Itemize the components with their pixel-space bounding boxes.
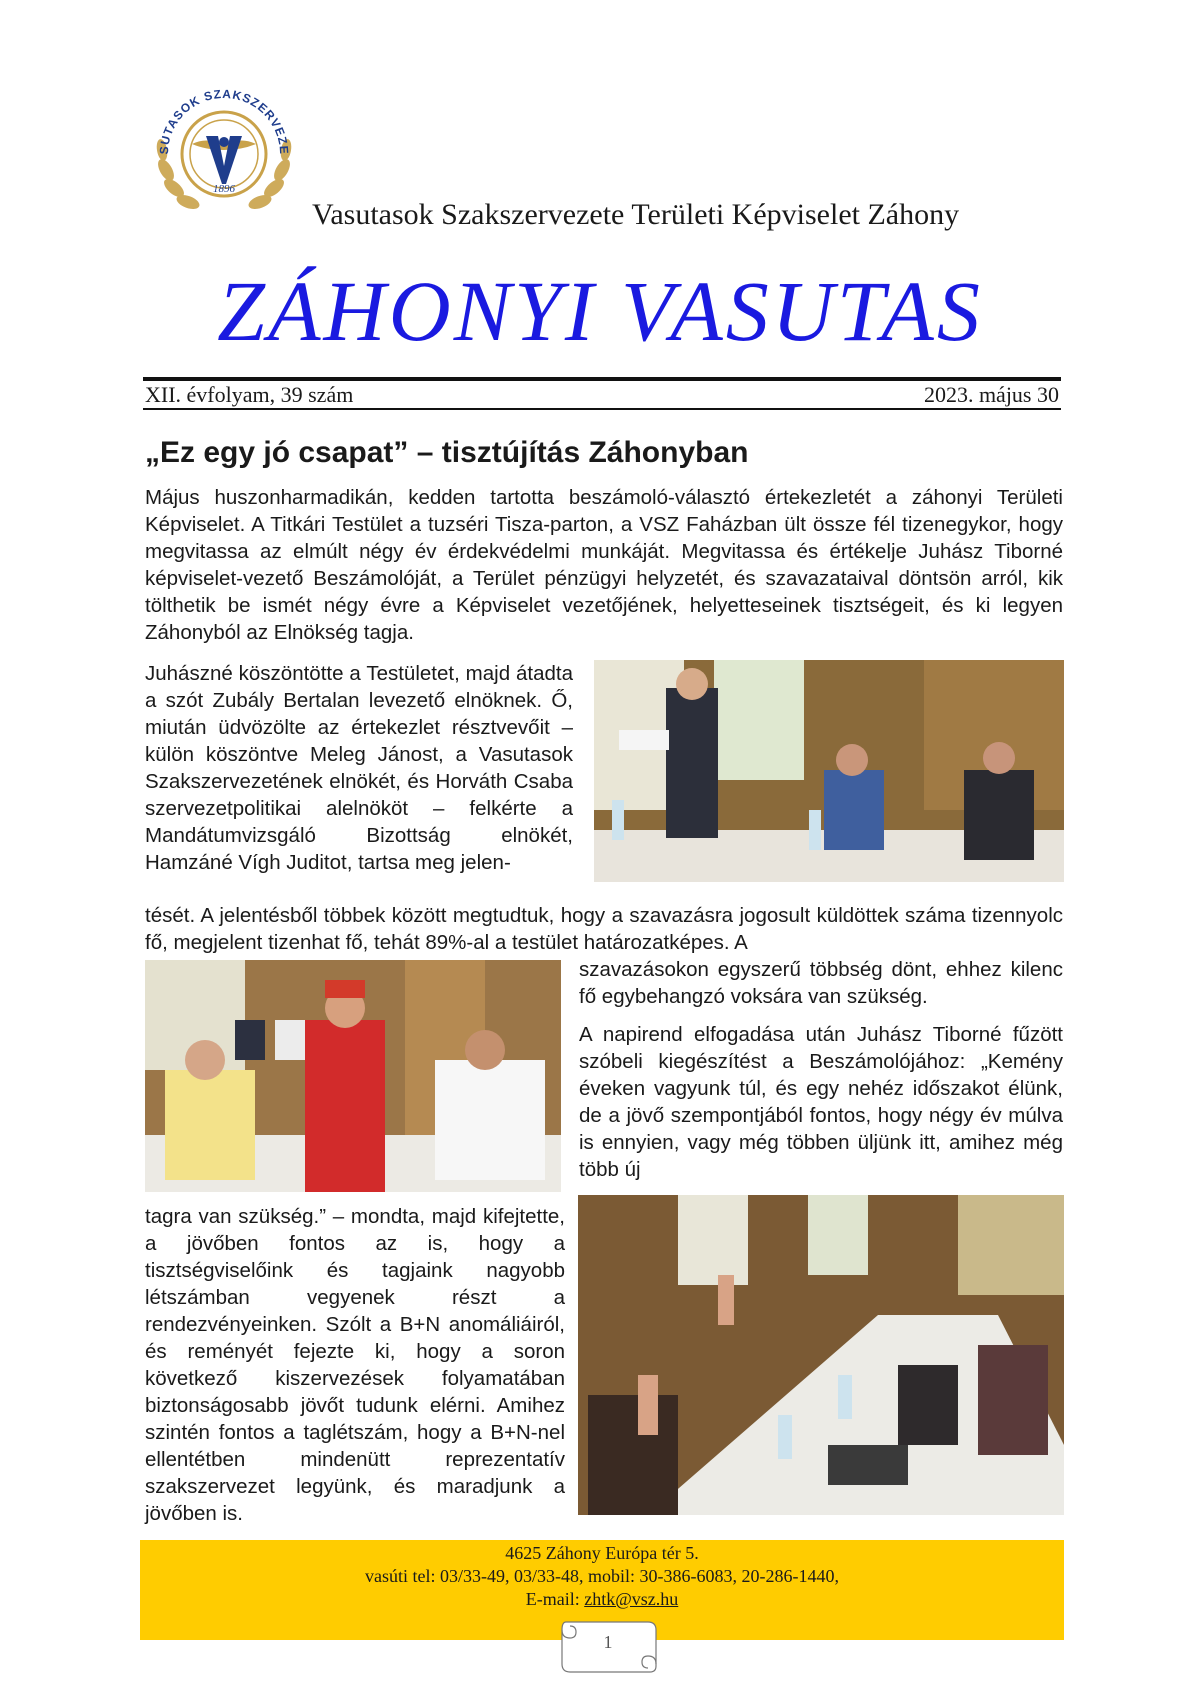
union-emblem — [146, 70, 302, 226]
article-paragraph: tését. A jelentésből többek között megtudtuk, hogy a szavazásra jogosult küldöttek száma tizennyolc fő, megjelent tizenhat fő, tehát 89%-al a testület határozatképes. A — [145, 904, 1063, 954]
footer-address: 4625 Záhony Európa tér 5. — [505, 1543, 699, 1563]
photo-members-standing — [145, 960, 561, 1192]
logo-ring-text: SUTASOK SZAKSZERVEZE — [156, 86, 292, 156]
masthead-rule-bottom — [143, 408, 1061, 410]
article-paragraph: szavazásokon egyszerű többség dönt, ehhez kilenc fő egybehangzó voksára van szükség. — [579, 958, 1063, 1008]
issue-number: XII. évfolyam, 39 szám — [145, 382, 354, 407]
organization-name: Vasutasok Szakszervezete Területi Képviselet Záhony — [312, 198, 960, 231]
article-paragraph: Juhászné köszöntötte a Testületet, majd átadta a szót Zubály Bertalan levezető elnöknek. Ő, miután üdvözölte az értekezlet résztvevőit – külön köszöntve Meleg Jánost, a Vasutasok Szakszervezetének elnökét, és Horváth Csaba szervezetpolitikai alelnököt – felkérte a Mandátumvizsgáló Bizottság elnökét, Hamzáné Vígh Juditot, tartsa meg jelen- — [145, 662, 573, 874]
logo-year: 1896 — [213, 183, 235, 195]
photo-voting-hall — [578, 1195, 1064, 1515]
photo-speaker-at-table — [594, 660, 1064, 882]
issue-line — [145, 380, 1059, 408]
union-logo — [146, 70, 302, 226]
masthead-title: ZÁHONYI VASUTAS — [217, 263, 983, 359]
footer-email-line — [140, 1588, 1064, 1611]
article-headline: „Ez egy jó csapat” – tisztújítás Záhonyban — [145, 436, 749, 469]
article-paragraph: tagra van szükség.” – mondta, majd kifejtette, a jövőben fontos az is, hogy a tisztségviselőink és tagjaink nagyobb létszámban vegyenek részt a rendezvényeinken. Szólt a B+N anomáliáiról, és reményét fejezte ki, hogy a soron következő kiszervezések folyamatában biztonságosabb jövőt tudunk elérni. Amihez szintén fontos a taglétszám, hogy a B+N-nel ellentétben mindenütt reprezentatív szakszervezet legyünk, és maradjunk a jövőben is. — [145, 1205, 565, 1525]
issue-date: 2023. május 30 — [923, 382, 1059, 407]
footer-email-label: E-mail: — [525, 1589, 585, 1609]
article-paragraph: A napirend elfogadása után Juhász Tiborné fűzött szóbeli kiegészítést a Beszámolójához: „Kemény éveken vagyunk túl, és egy nehéz időszakot élünk, de a jövő szempontjából fontos, hogy négy év múlva is ennyien, vagy még többen üljünk itt, amihez még több új — [579, 1023, 1063, 1181]
page-number-scroll — [556, 1616, 660, 1676]
article-paragraph: Május huszonharmadikán, kedden tartotta beszámoló-választó értekezletét a záhonyi Területi Képviselet. A Titkári Testület a tuzséri Tisza-parton, a VSZ Faházban ült össze fél tizenegykor, hogy megvitassa az elmúlt négy év érdekvédelmi munkáját. Megvitassa és értékelje Juhász Tiborné képviselet-vezető Beszámolóját, a Terület pénzügyi helyzetét, és szavazataival döntsön arról, kik tölthetik be ismét négy évre a Képviselet vezetőjének, helyetteseinek tisztségeit, és ki legyen Záhonyból az Elnökség tagja. — [145, 486, 1063, 644]
footer-email-link[interactable]: zhtk@vsz.hu — [584, 1589, 679, 1609]
page-number: 1 — [603, 1632, 613, 1652]
footer-phones: vasúti tel: 03/33-49, 03/33-48, mobil: 30-386-6083, 20-286-1440, — [365, 1566, 839, 1586]
